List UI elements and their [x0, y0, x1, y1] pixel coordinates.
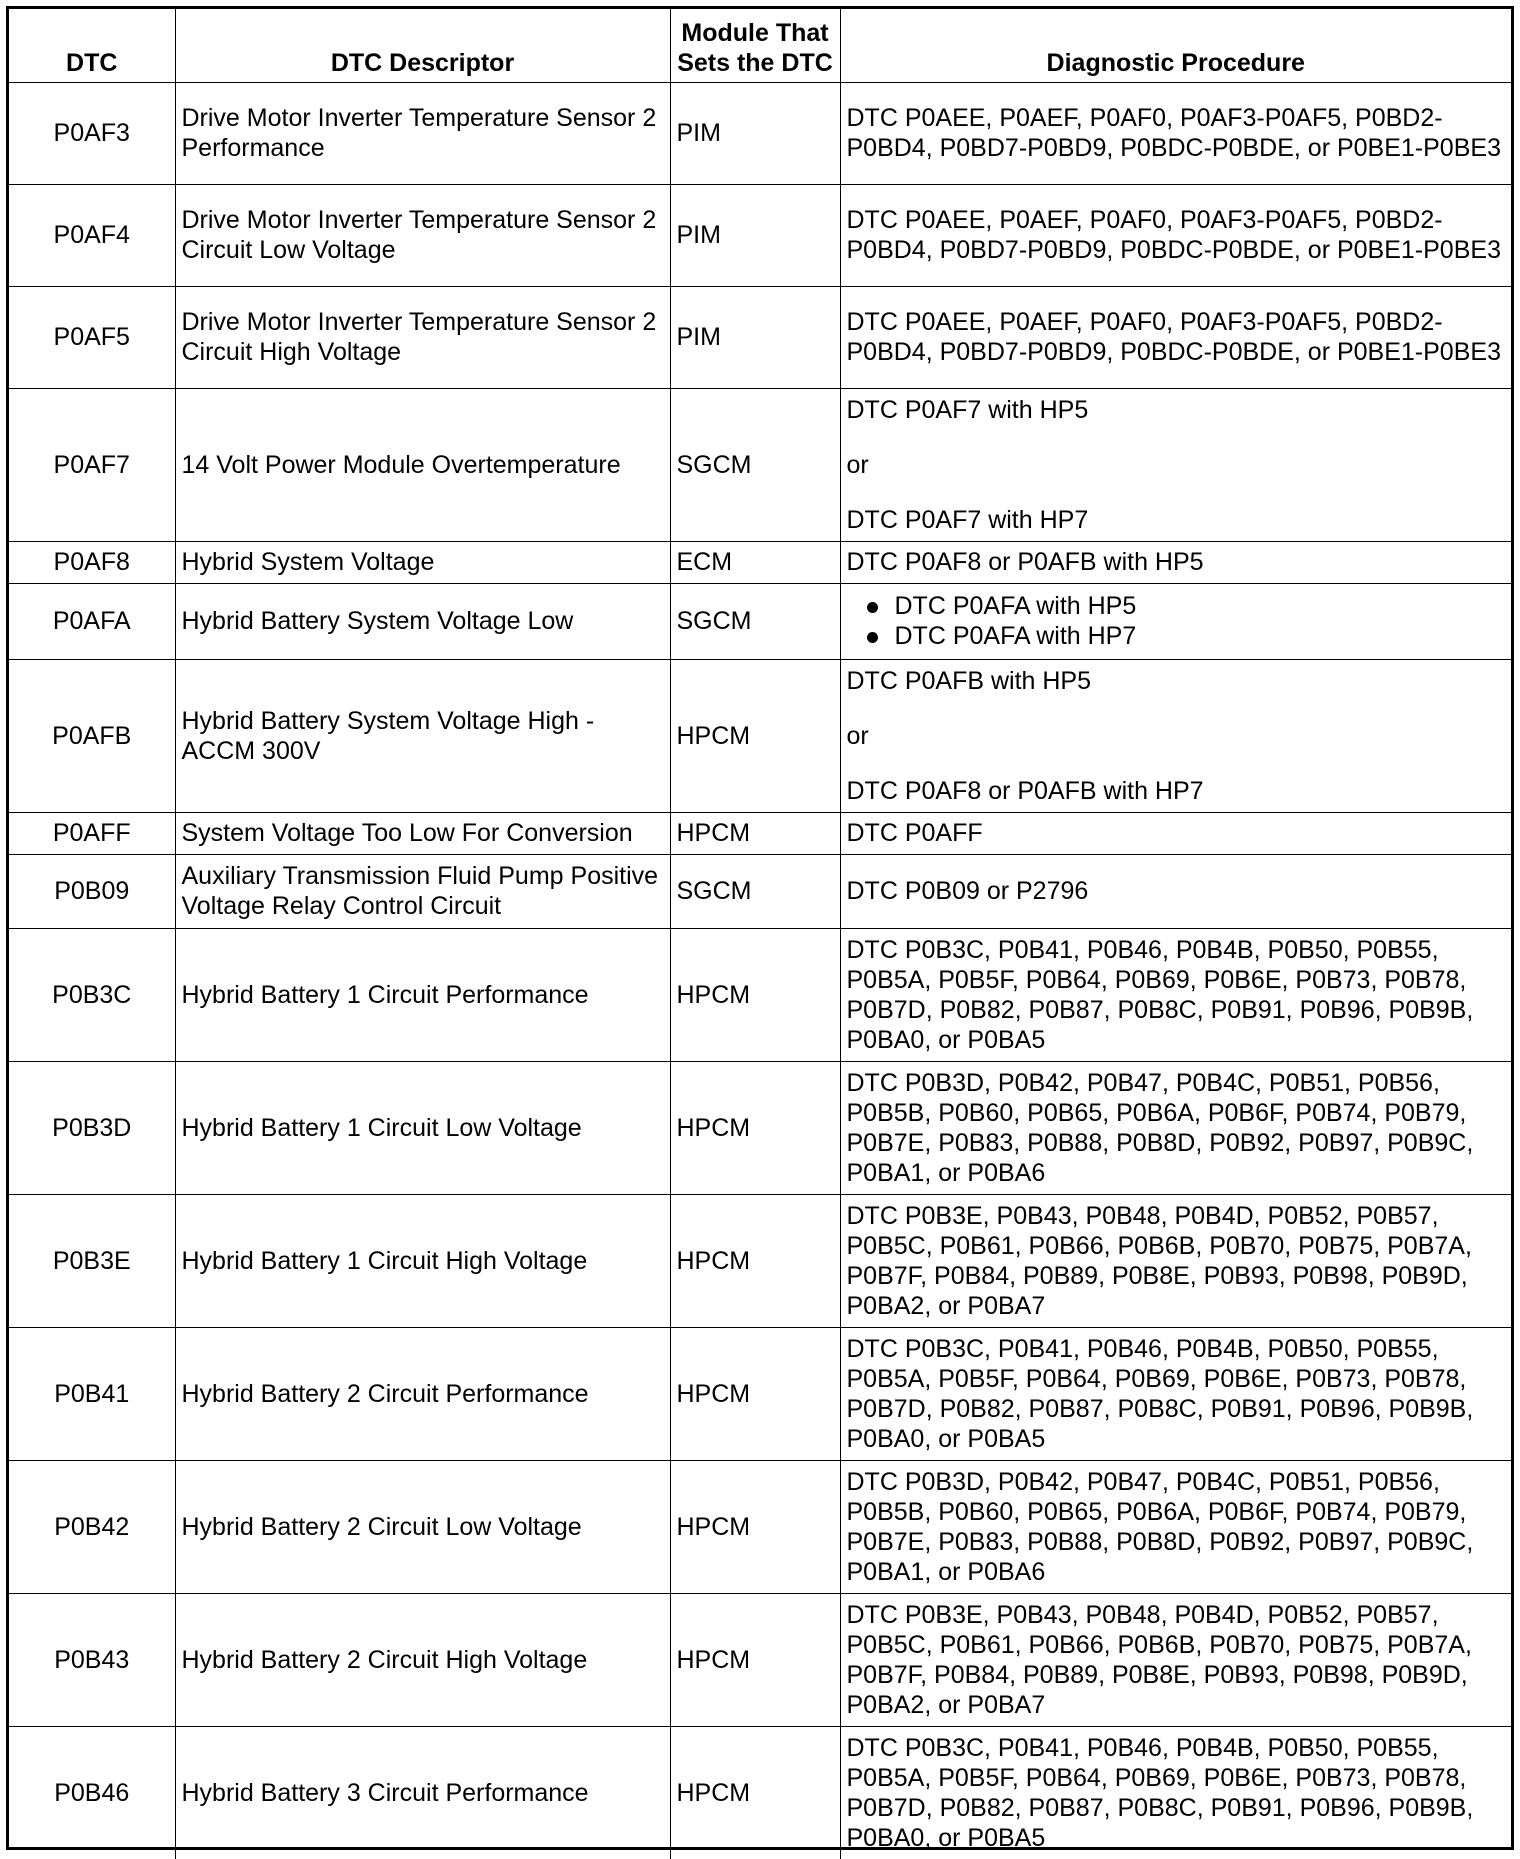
dtc-code: P0B46 [9, 1726, 175, 1859]
dtc-descriptor: Hybrid Battery 3 Circuit Performance [175, 1726, 670, 1859]
setting-module: SGCM [670, 388, 840, 541]
setting-module: HPCM [670, 659, 840, 812]
table-row [9, 1460, 1511, 1593]
dtc-descriptor: Auxiliary Transmission Fluid Pump Positive Voltage Relay Control Circuit [175, 854, 670, 928]
dtc-descriptor: Hybrid System Voltage [175, 541, 670, 583]
procedure-option: DTC P0AF7 with HP5 [846, 395, 1089, 424]
setting-module: HPCM [670, 1593, 840, 1726]
dtc-code: P0AF3 [9, 82, 175, 184]
table-row [9, 1327, 1511, 1460]
diagnostic-procedure: DTC P0B3C, P0B41, P0B46, P0B4B, P0B50, P0B55, P0B5A, P0B5F, P0B64, P0B69, P0B6E, P0B73, P0B78, P0B7D, P0B82, P0B87, P0B8C, P0B91, P0B96, P0B9B, P0BA0, or P0BA5 [840, 1726, 1511, 1859]
diagnostic-procedure [840, 583, 1511, 659]
header-dtc: DTC [9, 9, 175, 82]
dtc-code: P0AFA [9, 583, 175, 659]
header-descriptor: DTC Descriptor [175, 9, 670, 82]
procedure-bullet: DTC P0AFA with HP5 [847, 591, 1506, 621]
dtc-code: P0B3E [9, 1194, 175, 1327]
table-row [9, 82, 1511, 184]
diagnostic-procedure: DTC P0AFF [840, 812, 1511, 854]
dtc-descriptor: Hybrid Battery 2 Circuit High Voltage [175, 1593, 670, 1726]
dtc-code: P0AFF [9, 812, 175, 854]
setting-module: PIM [670, 286, 840, 388]
table-row [9, 1593, 1511, 1726]
procedure-bullet-list [847, 591, 1506, 651]
dtc-code: P0AF7 [9, 388, 175, 541]
diagnostic-procedure: DTC P0AEE, P0AEF, P0AF0, P0AF3-P0AF5, P0BD2-P0BD4, P0BD7-P0BD9, P0BDC-P0BDE, or P0BE1-P0BE3 [840, 184, 1511, 286]
dtc-table-frame [6, 6, 1514, 1850]
table-header-row [9, 9, 1511, 82]
header-module [670, 9, 840, 82]
setting-module: HPCM [670, 1327, 840, 1460]
diagnostic-procedure: DTC P0B3D, P0B42, P0B47, P0B4C, P0B51, P0B56, P0B5B, P0B60, P0B65, P0B6A, P0B6F, P0B74, P0B79, P0B7E, P0B83, P0B88, P0B8D, P0B92, P0B97, P0B9C, P0BA1, or P0BA6 [840, 1061, 1511, 1194]
header-procedure: Diagnostic Procedure [840, 9, 1511, 82]
dtc-code: P0B41 [9, 1327, 175, 1460]
procedure-bullet: DTC P0AFA with HP7 [847, 621, 1506, 651]
setting-module: PIM [670, 82, 840, 184]
table-row [9, 928, 1511, 1061]
diagnostic-procedure [840, 388, 1511, 541]
dtc-code: P0B09 [9, 854, 175, 928]
dtc-table [9, 9, 1511, 1859]
diagnostic-procedure: DTC P0B3D, P0B42, P0B47, P0B4C, P0B51, P0B56, P0B5B, P0B60, P0B65, P0B6A, P0B6F, P0B74, P0B79, P0B7E, P0B83, P0B88, P0B8D, P0B92, P0B97, P0B9C, P0BA1, or P0BA6 [840, 1460, 1511, 1593]
table-row [9, 286, 1511, 388]
diagnostic-procedure: DTC P0AEE, P0AEF, P0AF0, P0AF3-P0AF5, P0BD2-P0BD4, P0BD7-P0BD9, P0BDC-P0BDE, or P0BE1-P0BE3 [840, 286, 1511, 388]
table-row [9, 854, 1511, 928]
table-row [9, 1194, 1511, 1327]
procedure-or: or [846, 450, 869, 479]
diagnostic-procedure: DTC P0AF8 or P0AFB with HP5 [840, 541, 1511, 583]
table-row [9, 583, 1511, 659]
dtc-descriptor: Hybrid Battery 1 Circuit High Voltage [175, 1194, 670, 1327]
dtc-descriptor: Drive Motor Inverter Temperature Sensor 2 Performance [175, 82, 670, 184]
setting-module: HPCM [670, 1194, 840, 1327]
dtc-descriptor: Drive Motor Inverter Temperature Sensor 2 Circuit High Voltage [175, 286, 670, 388]
table-row [9, 1061, 1511, 1194]
dtc-code: P0B42 [9, 1460, 175, 1593]
setting-module: SGCM [670, 583, 840, 659]
dtc-descriptor: Drive Motor Inverter Temperature Sensor 2 Circuit Low Voltage [175, 184, 670, 286]
dtc-code: P0B3D [9, 1061, 175, 1194]
setting-module: SGCM [670, 854, 840, 928]
dtc-descriptor: Hybrid Battery 1 Circuit Low Voltage [175, 1061, 670, 1194]
setting-module: ECM [670, 541, 840, 583]
header-module-line1: Module That [681, 18, 829, 47]
setting-module: HPCM [670, 1061, 840, 1194]
diagnostic-procedure: DTC P0B3C, P0B41, P0B46, P0B4B, P0B50, P0B55, P0B5A, P0B5F, P0B64, P0B69, P0B6E, P0B73, P0B78, P0B7D, P0B82, P0B87, P0B8C, P0B91, P0B96, P0B9B, P0BA0, or P0BA5 [840, 928, 1511, 1061]
procedure-option: DTC P0AFB with HP5 [846, 666, 1092, 695]
dtc-code: P0AF4 [9, 184, 175, 286]
dtc-code: P0AFB [9, 659, 175, 812]
diagnostic-procedure: DTC P0B3E, P0B43, P0B48, P0B4D, P0B52, P0B57, P0B5C, P0B61, P0B66, P0B6B, P0B70, P0B75, P0B7A, P0B7F, P0B84, P0B89, P0B8E, P0B93, P0B98, P0B9D, P0BA2, or P0BA7 [840, 1593, 1511, 1726]
diagnostic-procedure: DTC P0B3C, P0B41, P0B46, P0B4B, P0B50, P0B55, P0B5A, P0B5F, P0B64, P0B69, P0B6E, P0B73, P0B78, P0B7D, P0B82, P0B87, P0B8C, P0B91, P0B96, P0B9B, P0BA0, or P0BA5 [840, 1327, 1511, 1460]
dtc-code: P0B43 [9, 1593, 175, 1726]
procedure-or: or [846, 721, 869, 750]
table-row [9, 388, 1511, 541]
dtc-code: P0AF5 [9, 286, 175, 388]
setting-module: HPCM [670, 928, 840, 1061]
dtc-code: P0B3C [9, 928, 175, 1061]
dtc-descriptor: Hybrid Battery 2 Circuit Performance [175, 1327, 670, 1460]
setting-module: HPCM [670, 1460, 840, 1593]
dtc-descriptor: Hybrid Battery System Voltage Low [175, 583, 670, 659]
diagnostic-procedure: DTC P0AEE, P0AEF, P0AF0, P0AF3-P0AF5, P0BD2-P0BD4, P0BD7-P0BD9, P0BDC-P0BDE, or P0BE1-P0BE3 [840, 82, 1511, 184]
setting-module: PIM [670, 184, 840, 286]
header-module-line2: Sets the DTC [677, 48, 833, 77]
diagnostic-procedure: DTC P0B3E, P0B43, P0B48, P0B4D, P0B52, P0B57, P0B5C, P0B61, P0B66, P0B6B, P0B70, P0B75, P0B7A, P0B7F, P0B84, P0B89, P0B8E, P0B93, P0B98, P0B9D, P0BA2, or P0BA7 [840, 1194, 1511, 1327]
setting-module: HPCM [670, 1726, 840, 1859]
procedure-option: DTC P0AF8 or P0AFB with HP7 [846, 776, 1204, 805]
table-row [9, 1726, 1511, 1859]
dtc-descriptor: Hybrid Battery System Voltage High - ACCM 300V [175, 659, 670, 812]
dtc-descriptor: System Voltage Too Low For Conversion [175, 812, 670, 854]
table-row [9, 659, 1511, 812]
procedure-option: DTC P0AF7 with HP7 [846, 505, 1089, 534]
dtc-descriptor: Hybrid Battery 2 Circuit Low Voltage [175, 1460, 670, 1593]
table-row [9, 184, 1511, 286]
diagnostic-procedure [840, 659, 1511, 812]
table-row [9, 541, 1511, 583]
dtc-code: P0AF8 [9, 541, 175, 583]
dtc-descriptor: Hybrid Battery 1 Circuit Performance [175, 928, 670, 1061]
table-row [9, 812, 1511, 854]
setting-module: HPCM [670, 812, 840, 854]
dtc-descriptor: 14 Volt Power Module Overtemperature [175, 388, 670, 541]
diagnostic-procedure: DTC P0B09 or P2796 [840, 854, 1511, 928]
